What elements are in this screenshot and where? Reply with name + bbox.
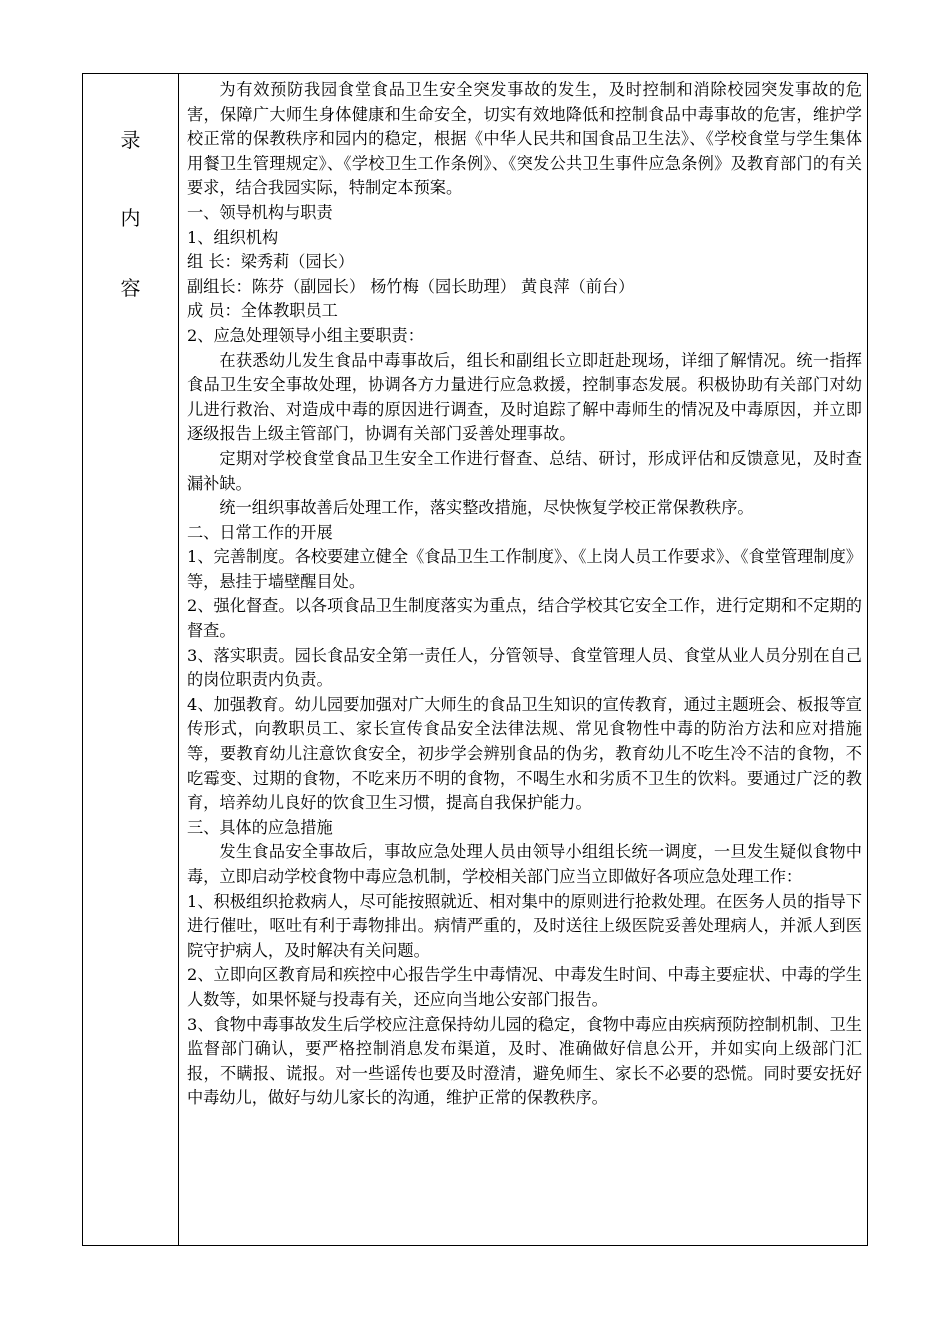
paragraph: 为有效预防我园食堂食品卫生安全突发事故的发生，及时控制和消除校园突发事故的危害，保障广大师生身体健康和生命安全，切实有效地降低和控制食品中毒事故的危害，维护学校正常的保教秩序和园内的稳定，根据《中华人民共和国食品卫生法》、《学校食堂与学生集体用餐卫生管理规定》、《学校卫生工作条例》、《突发公共卫生事件应急条例》及教育部门的有关要求，结合我园实际，特制定本预案。 (187, 80, 862, 198)
column-divider (178, 74, 179, 1245)
paragraph: 1、积极组织抢救病人，尽可能按照就近、相对集中的原则进行抢救处理。在医务人员的指导下进行催吐，呕吐有利于毒物排出。病情严重的，及时送往上级医院妥善处理病人，并派人到医院守护病人，及时解决有关问题。 (187, 891, 862, 960)
row-label-char: 录 (120, 128, 141, 152)
paragraph: 二、日常工作的开展 (187, 522, 333, 542)
row-label-char: 容 (120, 276, 141, 300)
content-table (82, 73, 868, 1246)
paragraph: 副组长：陈芬（副园长） 杨竹梅（园长助理） 黄良萍（前台） (187, 276, 635, 296)
paragraph: 一、领导机构与职责 (187, 202, 333, 222)
paragraph: 3、落实职责。园长食品安全第一责任人，分管领导、食堂管理人员、食堂从业人员分别在自己的岗位职责内负责。 (187, 645, 862, 690)
paragraph: 4、加强教育。幼儿园要加强对广大师生的食品卫生知识的宣传教育，通过主题班会、板报等宣传形式，向教职员工、家长宣传食品安全法律法规、常见食物性中毒的防治方法和应对措施等，要教育幼儿注意饮食安全，初步学会辨别食品的伪劣，教育幼儿不吃生冷不洁的食物，不吃霉变、过期的食物，不吃来历不明的食物，不喝生水和劣质不卫生的饮料。要通过广泛的教育，培养幼儿良好的饮食卫生习惯，提高自我保护能力。 (187, 694, 862, 813)
paragraph: 统一组织事故善后处理工作，落实整改措施，尽快恢复学校正常保教秩序。 (219, 498, 754, 518)
paragraph: 成 员：全体教职员工 (187, 301, 338, 321)
paragraph: 三、具体的应急措施 (187, 817, 333, 837)
paragraph: 1、完善制度。各校要建立健全《食品卫生工作制度》、《上岗人员工作要求》、《食堂管理制度》等，悬挂于墙壁醒目处。 (187, 547, 862, 591)
row-label-char: 内 (120, 206, 141, 230)
content-body (187, 78, 862, 1111)
paragraph: 3、食物中毒事故发生后学校应注意保持幼儿园的稳定，食物中毒应由疾病预防控制机制、卫生监督部门确认，要严格控制消息发布渠道，及时、准确做好信息公开，并如实向上级部门汇报，不瞒报、谎报。对一些谣传也要及时澄清，避免师生、家长不必要的恐慌。同时要安抚好中毒幼儿，做好与幼儿家长的沟通，维护正常的保教秩序。 (187, 1014, 862, 1108)
paragraph: 组 长：梁秀莉（园长） (187, 252, 355, 272)
paragraph: 2、立即向区教育局和疾控中心报告学生中毒情况、中毒发生时间、中毒主要症状、中毒的学生人数等，如果怀疑与投毒有关，还应向当地公安部门报告。 (187, 965, 862, 1009)
paragraph: 2、应急处理领导小组主要职责： (187, 325, 424, 345)
paragraph: 2、强化督查。以各项食品卫生制度落实为重点，结合学校其它安全工作，进行定期和不定期的督查。 (187, 596, 862, 641)
paragraph: 在获悉幼儿发生食品中毒事故后，组长和副组长立即赶赴现场，详细了解情况。统一指挥食品卫生安全事故处理，协调各方力量进行应急救援，控制事态发展。积极协助有关部门对幼儿进行救治、对造成中毒的原因进行调查，及时追踪了解中毒师生的情况及中毒原因，并立即逐级报告上级主管部门，协调有关部门妥善处理事故。 (187, 350, 862, 444)
paragraph: 定期对学校食堂食品卫生安全工作进行督查、总结、研讨，形成评估和反馈意见，及时查漏补缺。 (187, 448, 862, 493)
paragraph: 发生食品安全事故后，事故应急处理人员由领导小组组长统一调度，一旦发生疑似食物中毒，立即启动学校食物中毒应急机制，学校相关部门应当立即做好各项应急处理工作： (187, 842, 862, 886)
paragraph: 1、组织机构 (187, 227, 279, 247)
